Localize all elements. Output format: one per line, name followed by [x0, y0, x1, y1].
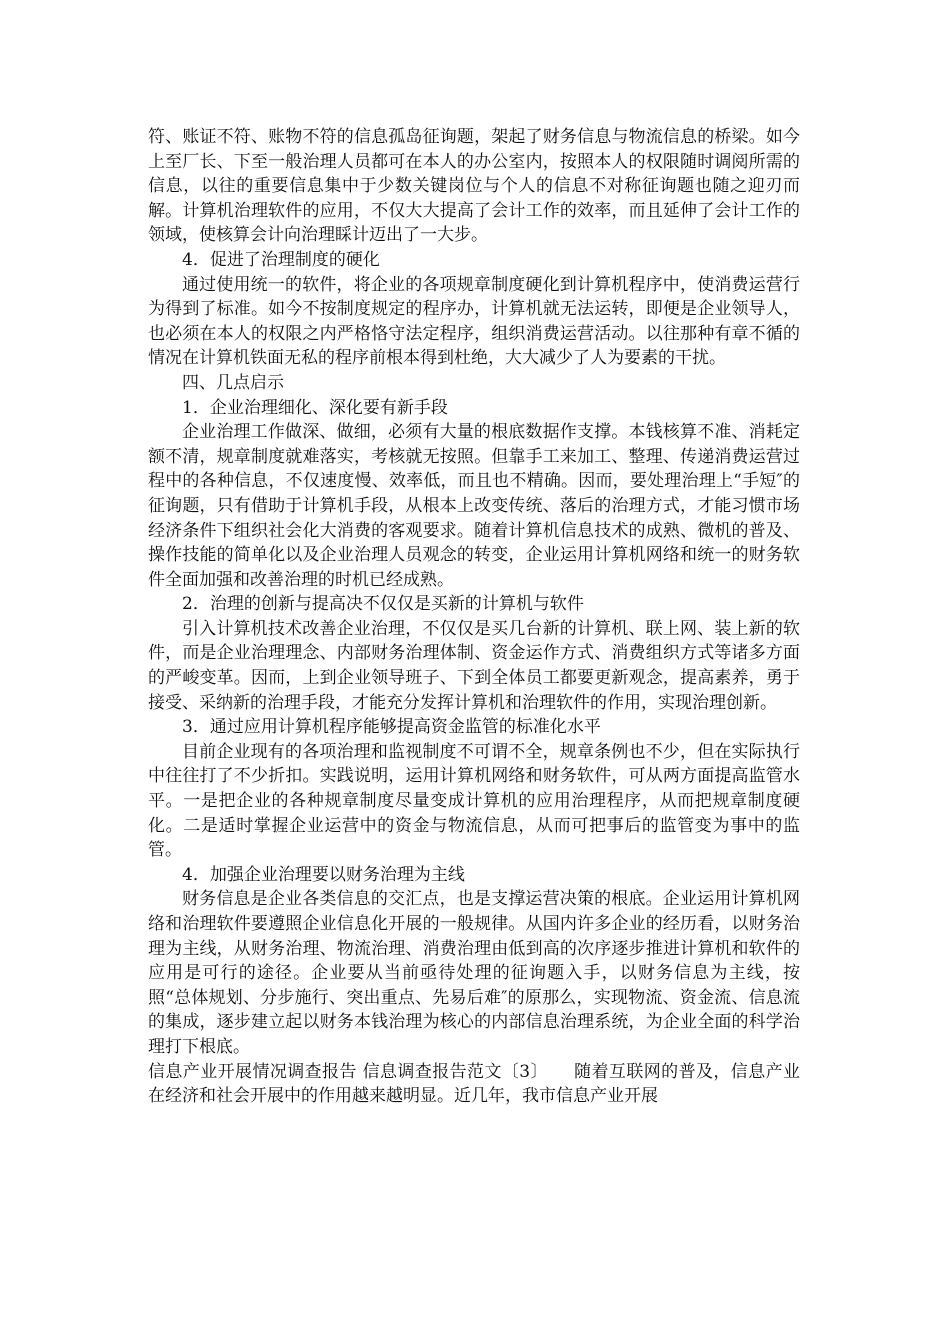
paragraph: 引入计算机技术改善企业治理，不仅仅是买几台新的计算机、联上网、装上新的软件，而是企业治理理念、内部财务治理体制、资金运作方式、消费组织方式等诸多方面的严峻变革。因而，上到企业领导班子、下到全体员工都要更新观念，提高素养，勇于接受、采纳新的治理手段，才能充分发挥计算机和治理软件的作用，实现治理创新。 [148, 618, 800, 713]
subheading-2-innovation: 2．治理的创新与提高决不仅仅是买新的计算机与软件 [182, 594, 584, 615]
subheading-4-financial-mainline: 4．加强企业治理要以财务治理为主线 [182, 864, 465, 885]
subheading-1-new-means: 1．企业治理细化、深化要有新手段 [182, 397, 448, 418]
section-heading-four-insights: 四、几点启示 [182, 372, 284, 393]
paragraph: 财务信息是企业各类信息的交汇点，也是支撑运营决策的根底。企业运用计算机网络和治理软件要遵照企业信息化开展的一般规律。从国内许多企业的经历看，以财务治理为主线，从财务治理、物流治理、消费治理由低到高的次序逐步推进计算机和软件的应用是可行的途径。企业要从当前亟待处理的征询题入手，以财务信息为主线，按照“总体规划、分步施行、突出重点、先易后难″的原那么，实现物流、资金流、信息流的集成，逐步建立起以财务本钱治理为核心的内部信息治理系统，为企业全面的科学治理打下根底。 [148, 889, 800, 1057]
paragraph-continuation: 符、账证不符、账物不符的信息孤岛征询题，架起了财务信息与物流信息的桥梁。如今上至厂长、下至一般治理人员都可在本人的办公室内，按照本人的权限随时调阅所需的信息，以往的重要信息集中于少数关键岗位与个人的信息不对称征询题也随之迎刃而解。计算机治理软件的应用，不仅大大提高了会计工作的效率，而且延伸了会计工作的领域，使核算会计向治理睬计迈出了一大步。 [148, 127, 800, 246]
subheading-4-rule-hardening: 4．促进了治理制度的硬化 [182, 249, 380, 270]
paragraph: 通过使用统一的软件，将企业的各项规章制度硬化到计算机程序中，使消费运营行为得到了标准。如今不按制度规定的程序办，计算机就无法运转，即便是企业领导人，也必须在本人的权限之内严格恪守法定程序，组织消费运营活动。以往那种有章不循的情况在计算机铁面无私的程序前根本得到杜绝，大大减少了人为要素的干扰。 [148, 274, 800, 369]
report-title-line: 信息产业开展情况调查报告 信息调查报告范文〔3〕 随着互联网的普及，信息产业在经济和社会开展中的作用越来越明显。近几年，我市信息产业开展 [148, 1061, 800, 1107]
subheading-3-fund-supervision: 3．通过应用计算机程序能够提高资金监管的标准化水平 [182, 717, 601, 738]
paragraph: 目前企业现有的各项治理和监视制度不可谓不全，规章条例也不少，但在实际执行中往往打了不少折扣。实践说明，运用计算机网络和财务软件，可从两方面提高监管水平。一是把企业的各种规章制度尽量变成计算机的应用治理程序，从而把规章制度硬化。二是适时掌握企业运营中的资金与物流信息，从而可把事后的监管变为事中的监管。 [148, 741, 800, 861]
paragraph: 企业治理工作做深、做细，必须有大量的根底数据作支撑。本钱核算不准、消耗定额不清，规章制度就难落实，考核就无按照。但靠手工来加工、整理、传递消费运营过程中的各种信息，不仅速度慢、效率低，而且也不精确。因而，要处理治理上“手短″的征询题，只有借助于计算机手段，从根本上改变传统、落后的治理方式，才能习惯市场经济条件下组织社会化大消费的客观要求。随着计算机信息技术的成熟、微机的普及、操作技能的简单化以及企业治理人员观念的转变，企业运用计算机网络和统一的财务软件全面加强和改善治理的时机已经成熟。 [148, 422, 800, 590]
document-body [148, 125, 800, 1109]
